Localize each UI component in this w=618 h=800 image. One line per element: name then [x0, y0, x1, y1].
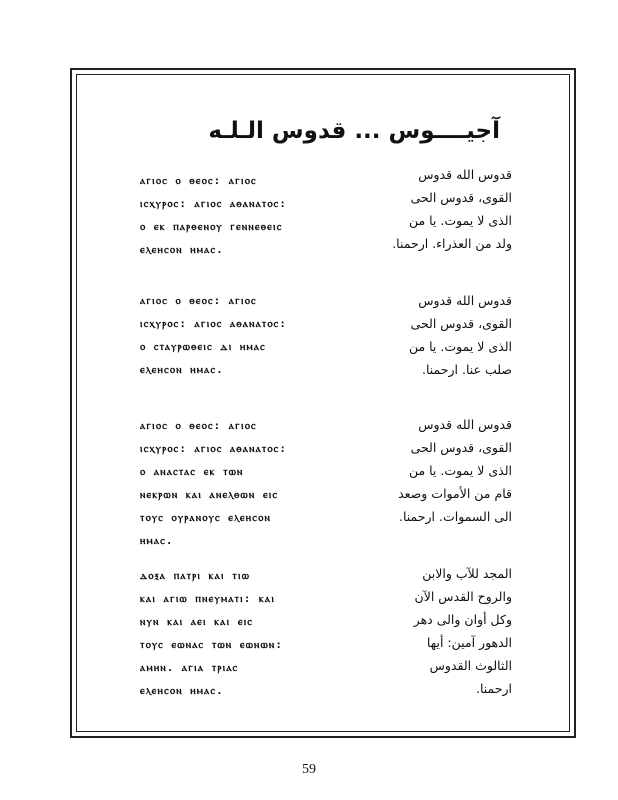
arabic-text-section-3 [372, 413, 512, 528]
arabic-line: الذى لا يموت. يا من [408, 339, 512, 354]
coptic-line: ⲉⲗⲉⲏⲥⲟⲛ ⲏⲙⲁⲥ. [140, 244, 224, 256]
arabic-text-section-4 [372, 562, 512, 700]
coptic-line: ⲁⲅⲓⲟⲥ ⲟ ⲑⲉⲟⲥ: ⲁⲅⲓⲟⲥ [140, 295, 257, 307]
arabic-text-section-2 [372, 289, 512, 381]
coptic-line: ⲕⲁⲓ ⲁⲅⲓⲱ ⲡⲛⲉⲩⲙⲁⲧⲓ: ⲕⲁⲓ [140, 593, 276, 605]
coptic-line: ⲧⲟⲩⲥ ⲟⲩⲣⲁⲛⲟⲩⲥ ⲉⲗⲉⲏⲥⲟⲛ [140, 512, 271, 524]
arabic-line: قدوس الله قدوس [418, 293, 512, 308]
page-number: 59 [302, 762, 316, 777]
arabic-line: الذى لا يموت. يا من [408, 463, 512, 478]
coptic-line: ⲓⲥⲭⲩⲣⲟⲥ: ⲁⲅⲓⲟⲥ ⲁⲑⲁⲛⲁⲧⲟⲥ: [140, 198, 287, 210]
coptic-line: ⲟ ⲥⲧⲁⲩⲣⲱⲑⲉⲓⲥ ⲇⲓ ⲏⲙⲁⲥ [140, 341, 266, 353]
coptic-line: ⲉⲗⲉⲏⲥⲟⲛ ⲏⲙⲁⲥ. [140, 364, 224, 376]
coptic-line: ⲁⲅⲓⲟⲥ ⲟ ⲑⲉⲟⲥ: ⲁⲅⲓⲟⲥ [140, 420, 257, 432]
coptic-line: ⲁⲅⲓⲟⲥ ⲟ ⲑⲉⲟⲥ: ⲁⲅⲓⲟⲥ [140, 175, 257, 187]
arabic-line: القوى، قدوس الحى [410, 316, 512, 331]
arabic-line: وكل أوان والى دهر [413, 612, 512, 627]
page-title: آجيــــوس ... قدوس الـلـه [208, 118, 500, 144]
arabic-line: والروح القدس الآن [414, 589, 512, 604]
coptic-line: ⲓⲥⲭⲩⲣⲟⲥ: ⲁⲅⲓⲟⲥ ⲁⲑⲁⲛⲁⲧⲟⲥ: [140, 443, 287, 455]
arabic-line: القوى، قدوس الحى [410, 440, 512, 455]
arabic-line: قدوس الله قدوس [418, 417, 512, 432]
coptic-text-section-1 [140, 170, 362, 262]
arabic-text-section-1 [372, 163, 512, 255]
arabic-line: المجد للآب والابن [422, 566, 512, 581]
coptic-line: ⲧⲟⲩⲥ ⲉⲱⲛⲁⲥ ⲧⲱⲛ ⲉⲱⲛⲱⲛ: [140, 639, 283, 651]
coptic-text-section-2 [140, 290, 362, 382]
coptic-line: ⲟ ⲁⲛⲁⲥⲧⲁⲥ ⲉⲕ ⲧⲱⲛ [140, 466, 244, 478]
arabic-line: الدهور آمين: أيها [426, 635, 512, 650]
arabic-line: الذى لا يموت. يا من [408, 213, 512, 228]
arabic-line: ارحمنا. [475, 681, 512, 696]
arabic-line: الثالوث القدوس [429, 658, 512, 673]
coptic-line: ⲛⲩⲛ ⲕⲁⲓ ⲁⲉⲓ ⲕⲁⲓ ⲉⲓⲥ [140, 616, 254, 628]
arabic-line: قام من الأموات وصعد [398, 486, 512, 501]
coptic-line: ⲛⲉⲕⲣⲱⲛ ⲕⲁⲓ ⲁⲛⲉⲗⲑⲱⲛ ⲉⲓⲥ [140, 489, 279, 501]
arabic-line: صلب عنا. ارحمنا. [421, 362, 512, 377]
coptic-text-section-4 [140, 565, 362, 703]
coptic-text-section-3 [140, 415, 362, 553]
coptic-line: ⲏⲙⲁⲥ. [140, 535, 174, 547]
coptic-line: ⲟ ⲉⲕ ⲡⲁⲣⲑⲉⲛⲟⲩ ⲅⲉⲛⲛⲉⲑⲉⲓⲥ [140, 221, 283, 233]
arabic-line: الى السموات. ارحمنا. [399, 509, 512, 524]
arabic-line: ولد من العذراء. ارحمنا. [392, 236, 512, 251]
coptic-line: ⲁⲙⲏⲛ. ⲁⲅⲓⲁ ⲧⲣⲓⲁⲥ [140, 662, 239, 674]
coptic-line: ⲇⲟⲝⲁ ⲡⲁⲧⲣⲓ ⲕⲁⲓ ⲧⲓⲱ [140, 570, 251, 582]
arabic-line: قدوس الله قدوس [418, 167, 512, 182]
coptic-line: ⲓⲥⲭⲩⲣⲟⲥ: ⲁⲅⲓⲟⲥ ⲁⲑⲁⲛⲁⲧⲟⲥ: [140, 318, 287, 330]
arabic-line: القوى، قدوس الحى [410, 190, 512, 205]
coptic-line: ⲉⲗⲉⲏⲥⲟⲛ ⲏⲙⲁⲥ. [140, 685, 224, 697]
